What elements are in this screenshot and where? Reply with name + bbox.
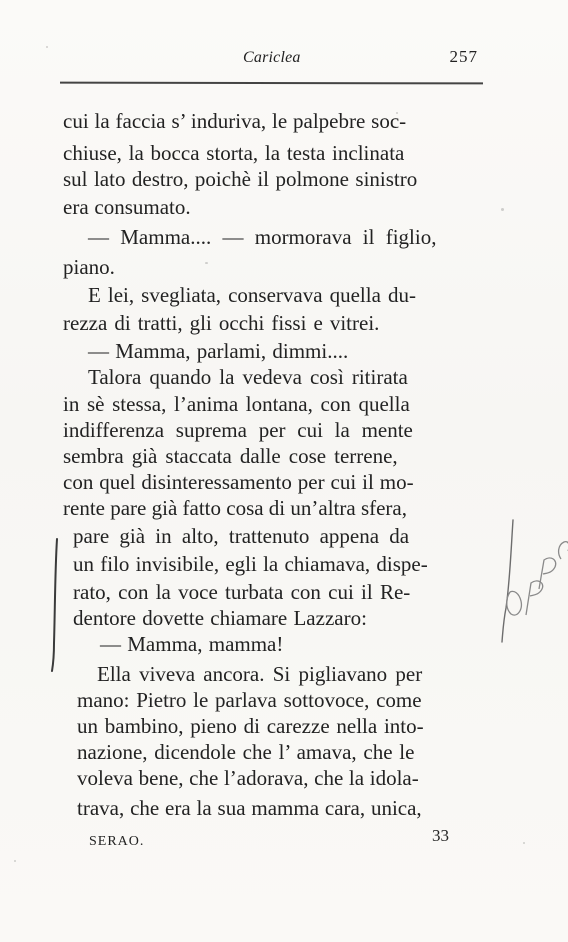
text-line: — Mamma.... — mormorava il figlio, xyxy=(88,225,437,249)
text-line: indifferenza suprema per cui la mente xyxy=(63,418,413,442)
paper-speck xyxy=(205,262,208,264)
text-line: era consumato. xyxy=(63,195,191,219)
margin-pencil-annotation-right xyxy=(490,500,568,660)
text-line: piano. xyxy=(63,255,115,279)
text-line: nazione, dicendole che l’ amava, che le xyxy=(77,740,415,764)
running-title: Cariclea xyxy=(243,49,301,66)
page-header xyxy=(60,46,485,80)
text-line: voleva bene, che l’adorava, che la idola- xyxy=(77,766,419,790)
text-line: — Mamma, parlami, dimmi.... xyxy=(88,339,349,363)
text-line: cui la faccia s’ induriva, le palpebre soc- xyxy=(63,109,407,133)
text-line: rezza di tratti, gli occhi fissi e vitrei. xyxy=(63,311,380,335)
text-line: E lei, svegliata, conservava quella du- xyxy=(88,283,416,307)
footer-signature-number: 33 xyxy=(432,826,449,845)
text-line: rato, con la voce turbata con cui il Re- xyxy=(73,580,411,604)
text-line: trava, che era la sua mamma cara, unica, xyxy=(77,796,422,820)
text-line: rente pare già fatto cosa di un’altra sfera, xyxy=(63,496,407,520)
text-line: un bambino, pieno di carezze nella into- xyxy=(77,714,424,738)
paper-speck xyxy=(501,208,504,211)
page-number: 257 xyxy=(449,47,478,66)
text-line: con quel disinteressamento per cui il mo- xyxy=(63,470,414,494)
text-line: chiuse, la bocca storta, la testa inclinata xyxy=(63,141,405,165)
text-line: dentore dovette chiamare Lazzaro: xyxy=(73,606,367,630)
footer-signature: SERAO. xyxy=(89,834,145,849)
text-line: Talora quando la vedeva così ritirata xyxy=(88,365,408,389)
paper-speck xyxy=(46,46,48,48)
header-rule xyxy=(60,82,483,84)
text-line: — Mamma, mamma! xyxy=(100,632,284,656)
text-line: pare già in alto, trattenuto appena da xyxy=(73,524,410,548)
paper-speck xyxy=(14,860,16,862)
text-line: un filo invisibile, egli la chiamava, dispe- xyxy=(73,552,428,576)
paper-speck xyxy=(523,842,525,844)
text-line: mano: Pietro le parlava sottovoce, come xyxy=(77,688,422,712)
text-line: in sè stessa, l’anima lontana, con quella xyxy=(63,392,410,416)
text-line: sul lato destro, poichè il polmone sinistro xyxy=(63,167,418,191)
margin-pencil-line-left xyxy=(40,535,70,675)
text-line: sembra già staccata dalle cose terrene, xyxy=(63,444,398,468)
text-line: Ella viveva ancora. Si pigliavano per xyxy=(97,662,423,686)
